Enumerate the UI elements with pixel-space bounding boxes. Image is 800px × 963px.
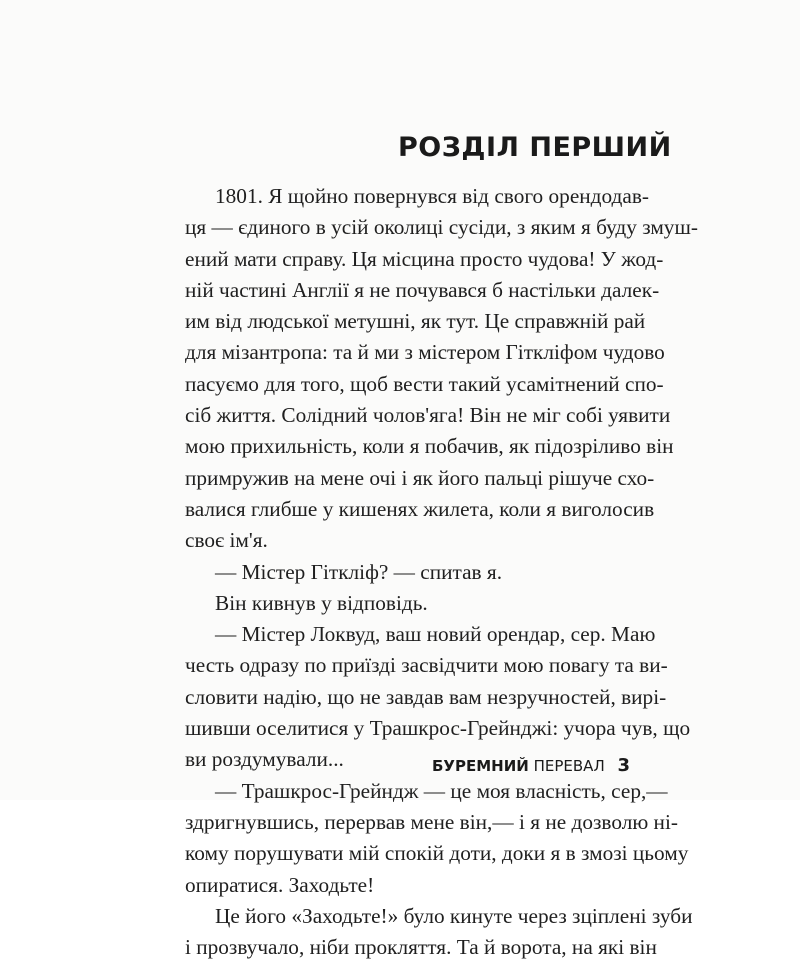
text-line: примружив на мене очі і як його пальці рішуче схо- — [185, 465, 655, 490]
footer-book-title-rest: ПЕРЕВАЛ — [533, 757, 605, 775]
text-line: ця — єдиного в усій околиці сусіди, з яким я буду змуш- — [185, 215, 698, 240]
text-line: ній частині Англії я не почувався б настільки далек- — [185, 277, 660, 302]
chapter-title: РОЗДІЛ ПЕРШИЙ — [398, 132, 672, 163]
text-line: пасуємо для того, щоб вести такий усамітнений спо- — [185, 371, 664, 396]
text-line: — Містер Локвуд, ваш новий орендар, сер. Маю — [215, 622, 656, 647]
text-line: словити надію, що не завдав вам незручностей, вирі- — [185, 684, 667, 709]
text-line: Він кивнув у відповідь. — [215, 590, 428, 615]
text-line: честь одразу по приїзді засвідчити мою повагу та ви- — [185, 653, 668, 678]
text-line: ви роздумували... — [185, 747, 344, 772]
text-line: Це його «Заходьте!» було кинуте через зціплені зуби — [215, 903, 693, 928]
text-line: шивши оселитися у Трашкрос-Грейнджі: учора чув, що — [185, 716, 691, 741]
text-line: кому порушувати мій спокій доти, доки я в змозі цьому — [185, 841, 689, 866]
text-line: им від людської метушні, як тут. Це справжній рай — [185, 309, 646, 334]
page-number: 3 — [617, 755, 631, 776]
text-line: і прозвучало, ніби прокляття. Та й ворота, на які він — [185, 935, 657, 960]
text-line: своє ім'я. — [185, 528, 268, 553]
text-line: сіб життя. Солідний чолов'яга! Він не міг собі уявити — [185, 403, 671, 428]
text-line: — Містер Гіткліф? — спитав я. — [215, 559, 503, 584]
text-line: мою прихильність, коли я побачив, як підозріливо він — [185, 434, 674, 459]
running-footer — [432, 755, 631, 781]
footer-book-title-bold: БУРЕМНИЙ — [432, 757, 529, 775]
text-line: здригнувшись, перервав мене він,— і я не дозволю ні- — [185, 809, 678, 834]
text-line: 1801. Я щойно повернувся від свого орендодав- — [215, 184, 649, 208]
body-text — [185, 181, 698, 963]
text-line: ений мати справу. Ця місцина просто чудова! У жод- — [185, 246, 664, 271]
text-line: опиратися. Заходьте! — [185, 872, 375, 897]
text-line: — Трашкрос-Грейндж — це моя власність, сер,— — [215, 778, 668, 803]
text-line: для мізантропа: та й ми з містером Гіткліфом чудово — [185, 340, 665, 365]
text-line: валися глибше у кишенях жилета, коли я виголосив — [185, 496, 655, 521]
